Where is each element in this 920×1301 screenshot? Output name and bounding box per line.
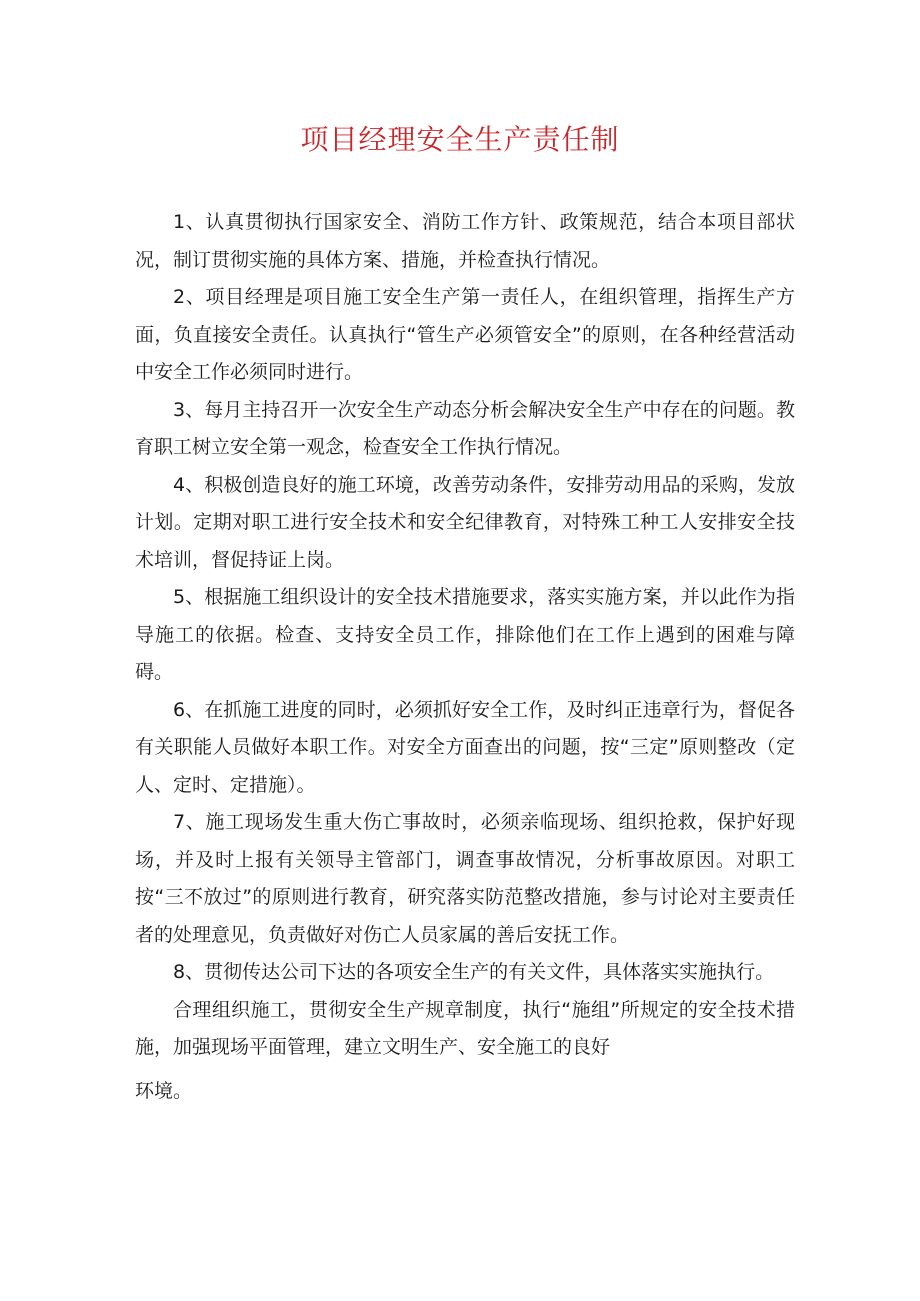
paragraph-tail: 环境。 <box>135 1079 193 1102</box>
paragraph-1: 1、认真贯彻执行国家安全、消防工作方针、政策规范，结合本项目部状况，制订贯彻实施的具体方案、措施，并检查执行情况。 <box>135 211 795 271</box>
paragraph-8: 8、贯彻传达公司下达的各项安全生产的有关文件，具体落实实施执行。 <box>173 961 775 983</box>
paragraph-3: 3、每月主持召开一次安全生产动态分析会解决安全生产中存在的问题。教育职工树立安全第一观念，检查安全工作执行情况。 <box>135 398 795 458</box>
paragraph-6: 6、在抓施工进度的同时，必须抓好安全工作，及时纠正违章行为，督促各有关职能人员做好本职工作。对安全方面查出的问题，按“三定”原则整改（定人、定时、定措施）。 <box>135 698 795 796</box>
paragraph-2: 2、项目经理是项目施工安全生产第一责任人，在组织管理，指挥生产方面，负直接安全责任。认真执行“管生产必须管安全”的原则，在各种经营活动中安全工作必须同时进行。 <box>135 286 795 383</box>
paragraph-9: 合理组织施工，贯彻安全生产规章制度，执行“施组”所规定的安全技术措施，加强现场平面管理，建立文明生产、安全施工的良好 <box>135 998 795 1058</box>
paragraph-7: 7、施工现场发生重大伤亡事故时，必须亲临现场、组织抢救，保护好现场，并及时上报有关领导主管部门，调查事故情况，分析事故原因。对职工按“三不放过”的原则进行教育，研究落实防范整改措施，参与讨论对主要责任者的处理意见，负责做好对伤亡人员家属的善后安抚工作。 <box>135 811 795 946</box>
paragraph-4: 4、积极创造良好的施工环境，改善劳动条件，安排劳动用品的采购，发放计划。定期对职工进行安全技术和安全纪律教育，对特殊工种工人安排安全技术培训，督促持证上岗。 <box>135 473 795 571</box>
document-body <box>135 204 795 1110</box>
paragraph-5: 5、根据施工组织设计的安全技术措施要求，落实实施方案，并以此作为指导施工的依据。检查、支持安全员工作，排除他们在工作上遇到的困难与障碍。 <box>135 586 795 683</box>
document-title: 项目经理安全生产责任制 <box>300 123 620 156</box>
